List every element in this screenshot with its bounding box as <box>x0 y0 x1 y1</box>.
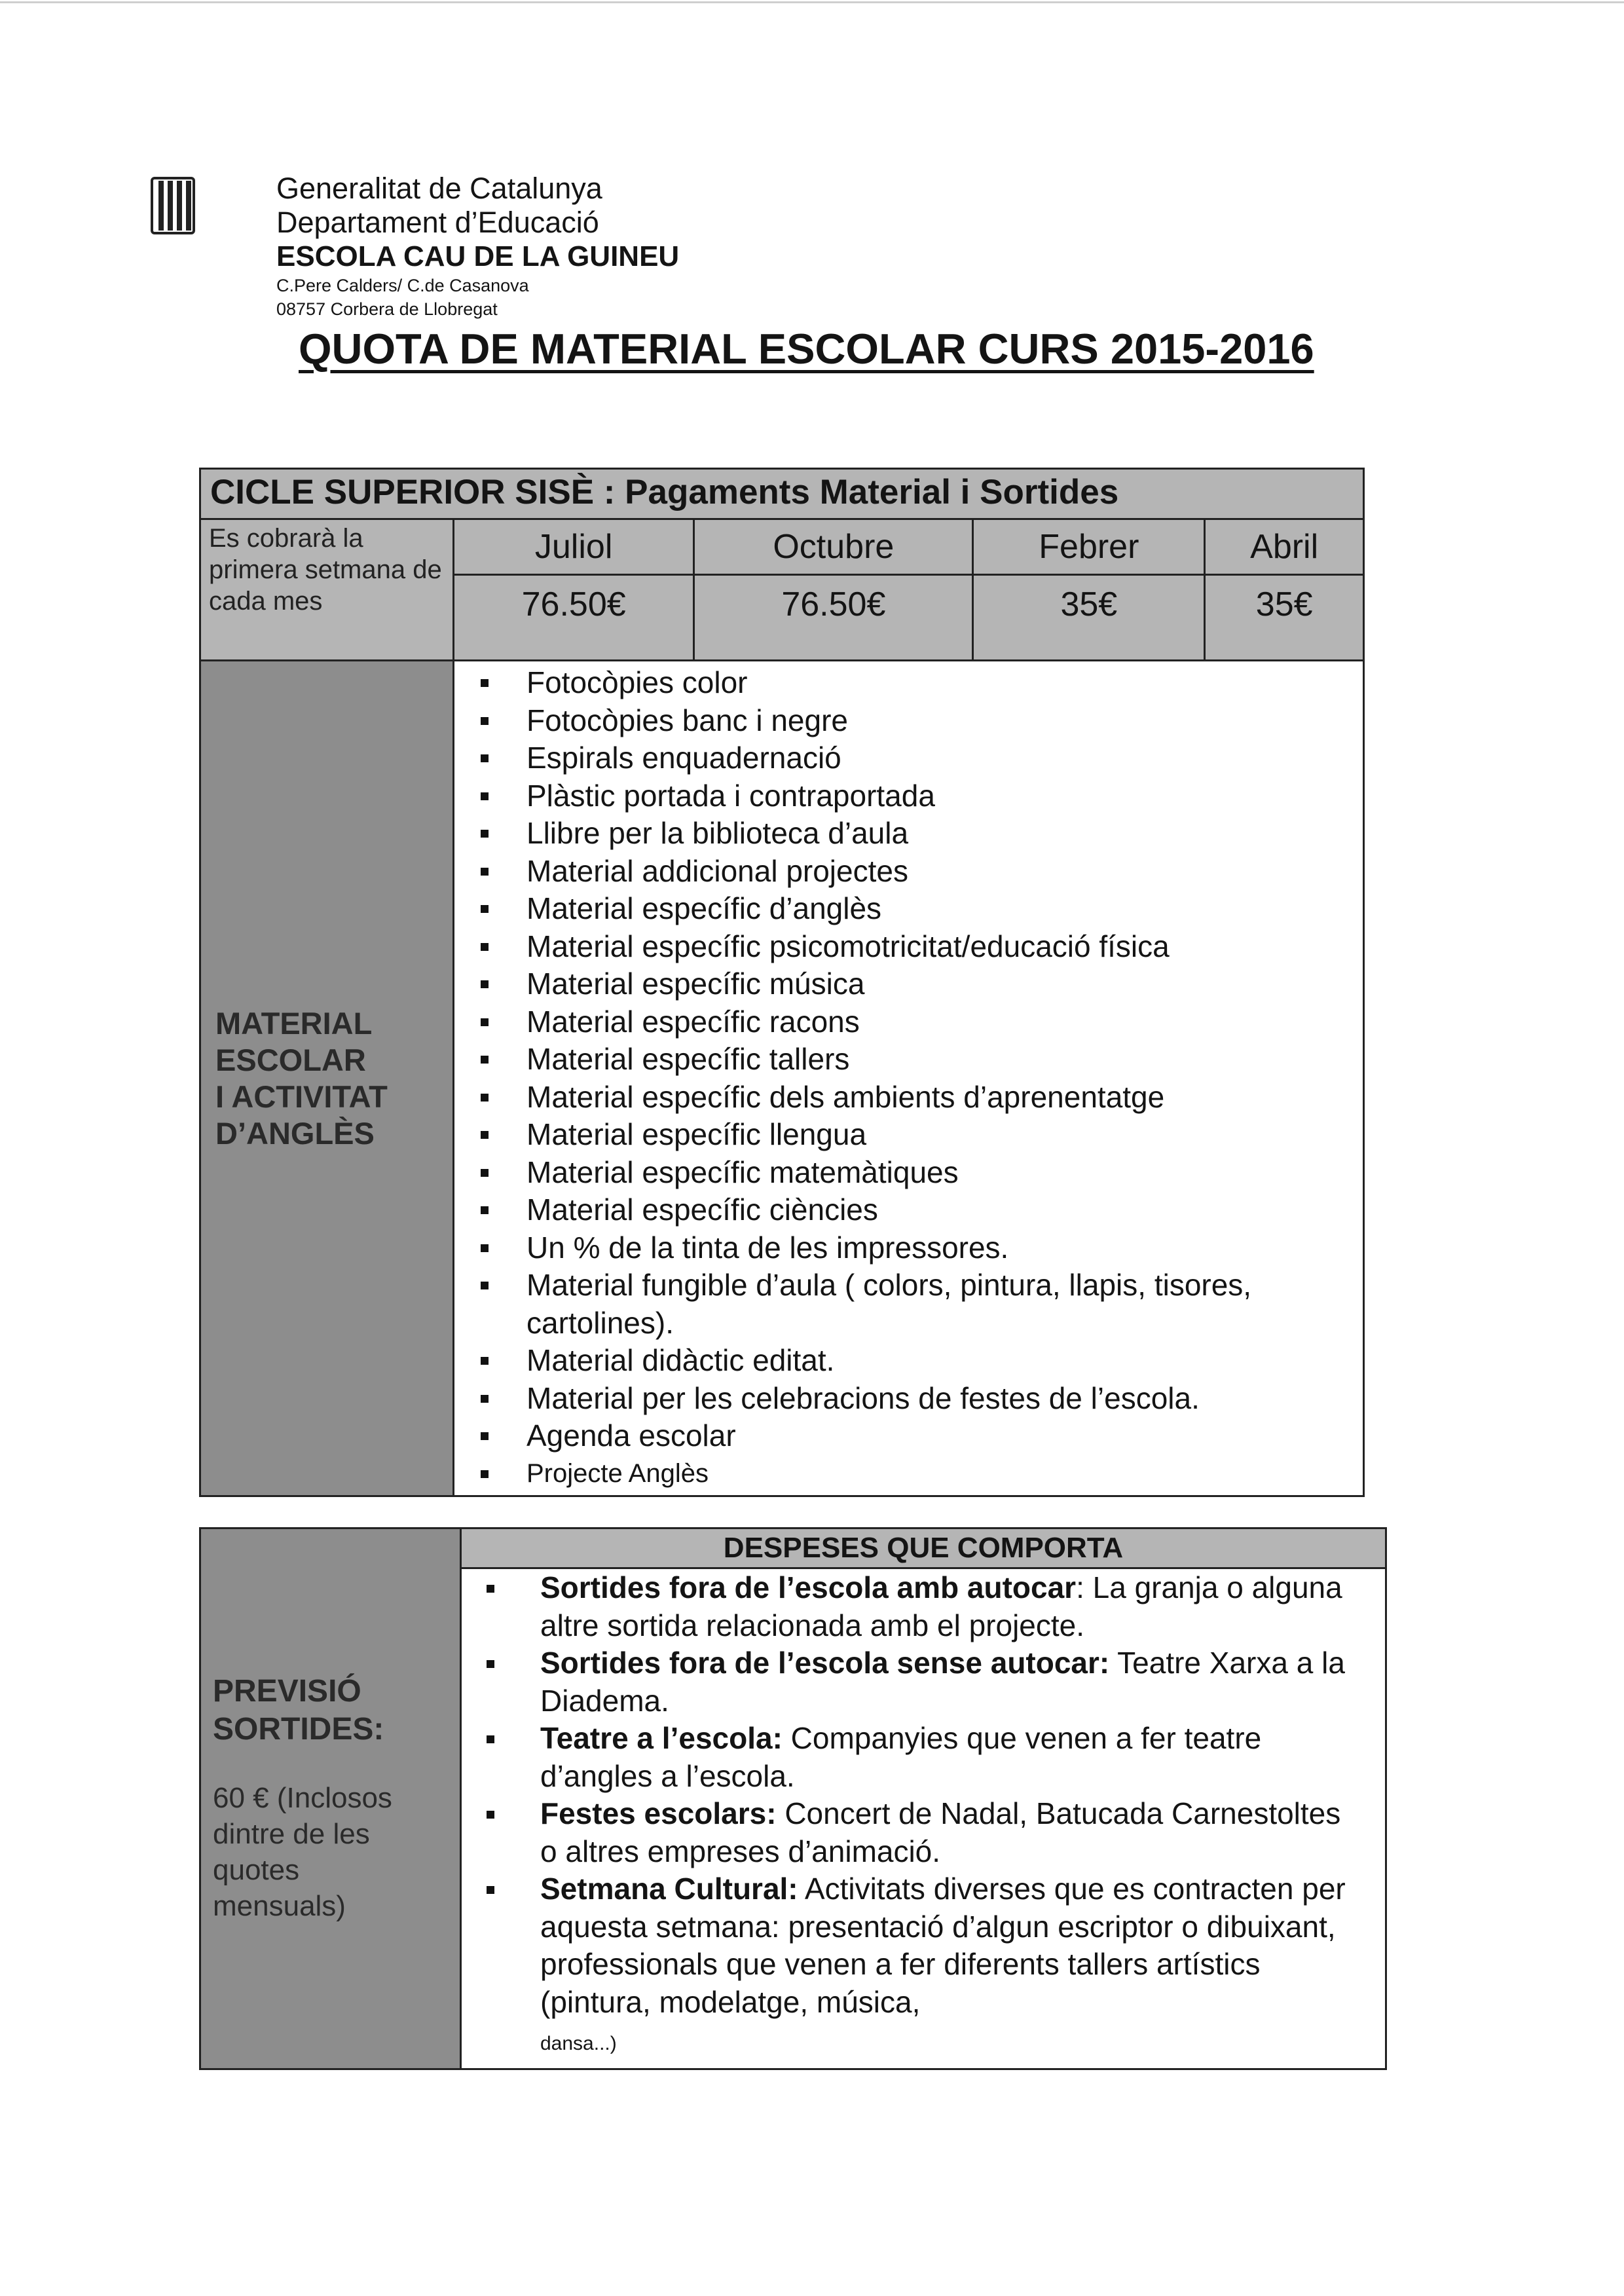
header-line-1: Generalitat de Catalunya <box>276 172 602 205</box>
outings-note-line: mensuals) <box>213 1890 346 1923</box>
material-label-line: D’ANGLÈS <box>215 1115 375 1151</box>
material-list-cell <box>454 661 1364 1496</box>
item-heading: Sortides fora de l’escola sense autocar: <box>540 1646 1110 1680</box>
list-item: Espirals enquadernació <box>526 739 1356 777</box>
list-item: Un % de la tinta de les impressores. <box>526 1229 1356 1267</box>
list-item: Material específic racons <box>526 1003 1356 1041</box>
list-item: Material addicional projectes <box>526 853 1356 891</box>
amount-cell: 76.50€ <box>454 575 694 661</box>
outings-list-cell <box>461 1568 1386 2069</box>
outings-label-line: PREVISIÓ <box>213 1674 361 1709</box>
outings-list <box>462 1569 1385 2068</box>
outings-label-cell <box>200 1528 461 2069</box>
list-item: Material específic psicomotricitat/educació física <box>526 928 1356 966</box>
material-label-line: I ACTIVITAT <box>215 1079 388 1114</box>
material-list <box>454 661 1363 1495</box>
item-text: Teatre Xarxa a la Diadema. <box>540 1646 1345 1718</box>
list-item: Material específic música <box>526 965 1356 1003</box>
outings-table <box>199 1527 1387 2070</box>
list-item: Material fungible d’aula ( colors, pintura, llapis, tisores, cartolines). <box>526 1267 1356 1342</box>
address-line-2: 08757 Corbera de Llobregat <box>276 299 498 319</box>
list-item <box>540 1569 1365 1644</box>
amount-cell: 76.50€ <box>694 575 973 661</box>
list-item <box>540 1870 1365 2063</box>
page-title: QUOTA DE MATERIAL ESCOLAR CURS 2015-2016 <box>299 325 1314 373</box>
list-item: Material específic llengua <box>526 1116 1356 1154</box>
outings-note <box>213 1780 452 1924</box>
item-heading: Sortides fora de l’escola amb autocar <box>540 1570 1077 1604</box>
outings-note-line: 60 € (Inclosos <box>213 1782 392 1815</box>
item-heading: Festes escolars: <box>540 1796 777 1830</box>
outings-note-line: quotes <box>213 1854 300 1887</box>
amount-cell: 35€ <box>973 575 1205 661</box>
outings-label-line: SORTIDES: <box>213 1712 384 1747</box>
payments-table <box>199 468 1365 1497</box>
month-cell: Febrer <box>973 519 1205 575</box>
list-item: Material específic dels ambients d’aprenentatge <box>526 1079 1356 1117</box>
list-item: Projecte Anglès <box>526 1455 1356 1493</box>
item-text-tail: dansa...) <box>540 2033 617 2054</box>
payment-note: Es cobrarà la primera setmana de cada mes <box>200 519 454 661</box>
outings-note-line: dintre de les <box>213 1818 370 1851</box>
payments-table-title: CICLE SUPERIOR SISÈ : Pagaments Material i Sortides <box>200 469 1364 519</box>
header-line-2: Departament d’Educació <box>276 206 599 239</box>
list-item: Material per les celebracions de festes de l’escola. <box>526 1380 1356 1418</box>
amount-cell: 35€ <box>1205 575 1364 661</box>
address-line-1: C.Pere Calders/ C.de Casanova <box>276 276 529 295</box>
top-rule <box>0 1 1624 3</box>
list-item: Fotocòpies color <box>526 664 1356 702</box>
list-item: Agenda escolar <box>526 1417 1356 1455</box>
list-item: Material específic tallers <box>526 1041 1356 1079</box>
outings-header: DESPESES QUE COMPORTA <box>461 1528 1386 1568</box>
material-label-line: MATERIAL <box>215 1005 373 1041</box>
list-item <box>540 1720 1365 1795</box>
list-item: Material específic ciències <box>526 1191 1356 1229</box>
list-item <box>540 1795 1365 1870</box>
list-item: Material didàctic editat. <box>526 1342 1356 1380</box>
item-text: Companyies que venen a fer teatre d’angles a l’escola. <box>540 1721 1262 1793</box>
school-name: ESCOLA CAU DE LA GUINEU <box>276 240 680 272</box>
list-item: Plàstic portada i contraportada <box>526 777 1356 815</box>
list-item: Material específic matemàtiques <box>526 1154 1356 1192</box>
list-item <box>540 1644 1365 1720</box>
month-cell: Abril <box>1205 519 1364 575</box>
material-label-cell <box>200 661 454 1496</box>
item-text: : La granja o alguna altre sortida relacionada amb el projecte. <box>540 1570 1342 1642</box>
list-item: Material específic d’anglès <box>526 890 1356 928</box>
item-text: Concert de Nadal, Batucada Carnestoltes o altres empreses d’animació. <box>540 1796 1341 1868</box>
generalitat-logo-icon <box>151 177 195 234</box>
item-heading: Setmana Cultural: <box>540 1872 798 1906</box>
item-heading: Teatre a l’escola: <box>540 1721 783 1755</box>
month-cell: Juliol <box>454 519 694 575</box>
material-label-line: ESCOLAR <box>215 1042 366 1077</box>
list-item: Fotocòpies banc i negre <box>526 702 1356 740</box>
list-item: Llibre per la biblioteca d’aula <box>526 815 1356 853</box>
item-text: Activitats diverses que es contracten per aquesta setmana: presentació d’algun escriptor o dibuixant, professionals que venen a fer diferents tallers artístics (pintura, modelatge, música, <box>540 1872 1346 2019</box>
month-cell: Octubre <box>694 519 973 575</box>
